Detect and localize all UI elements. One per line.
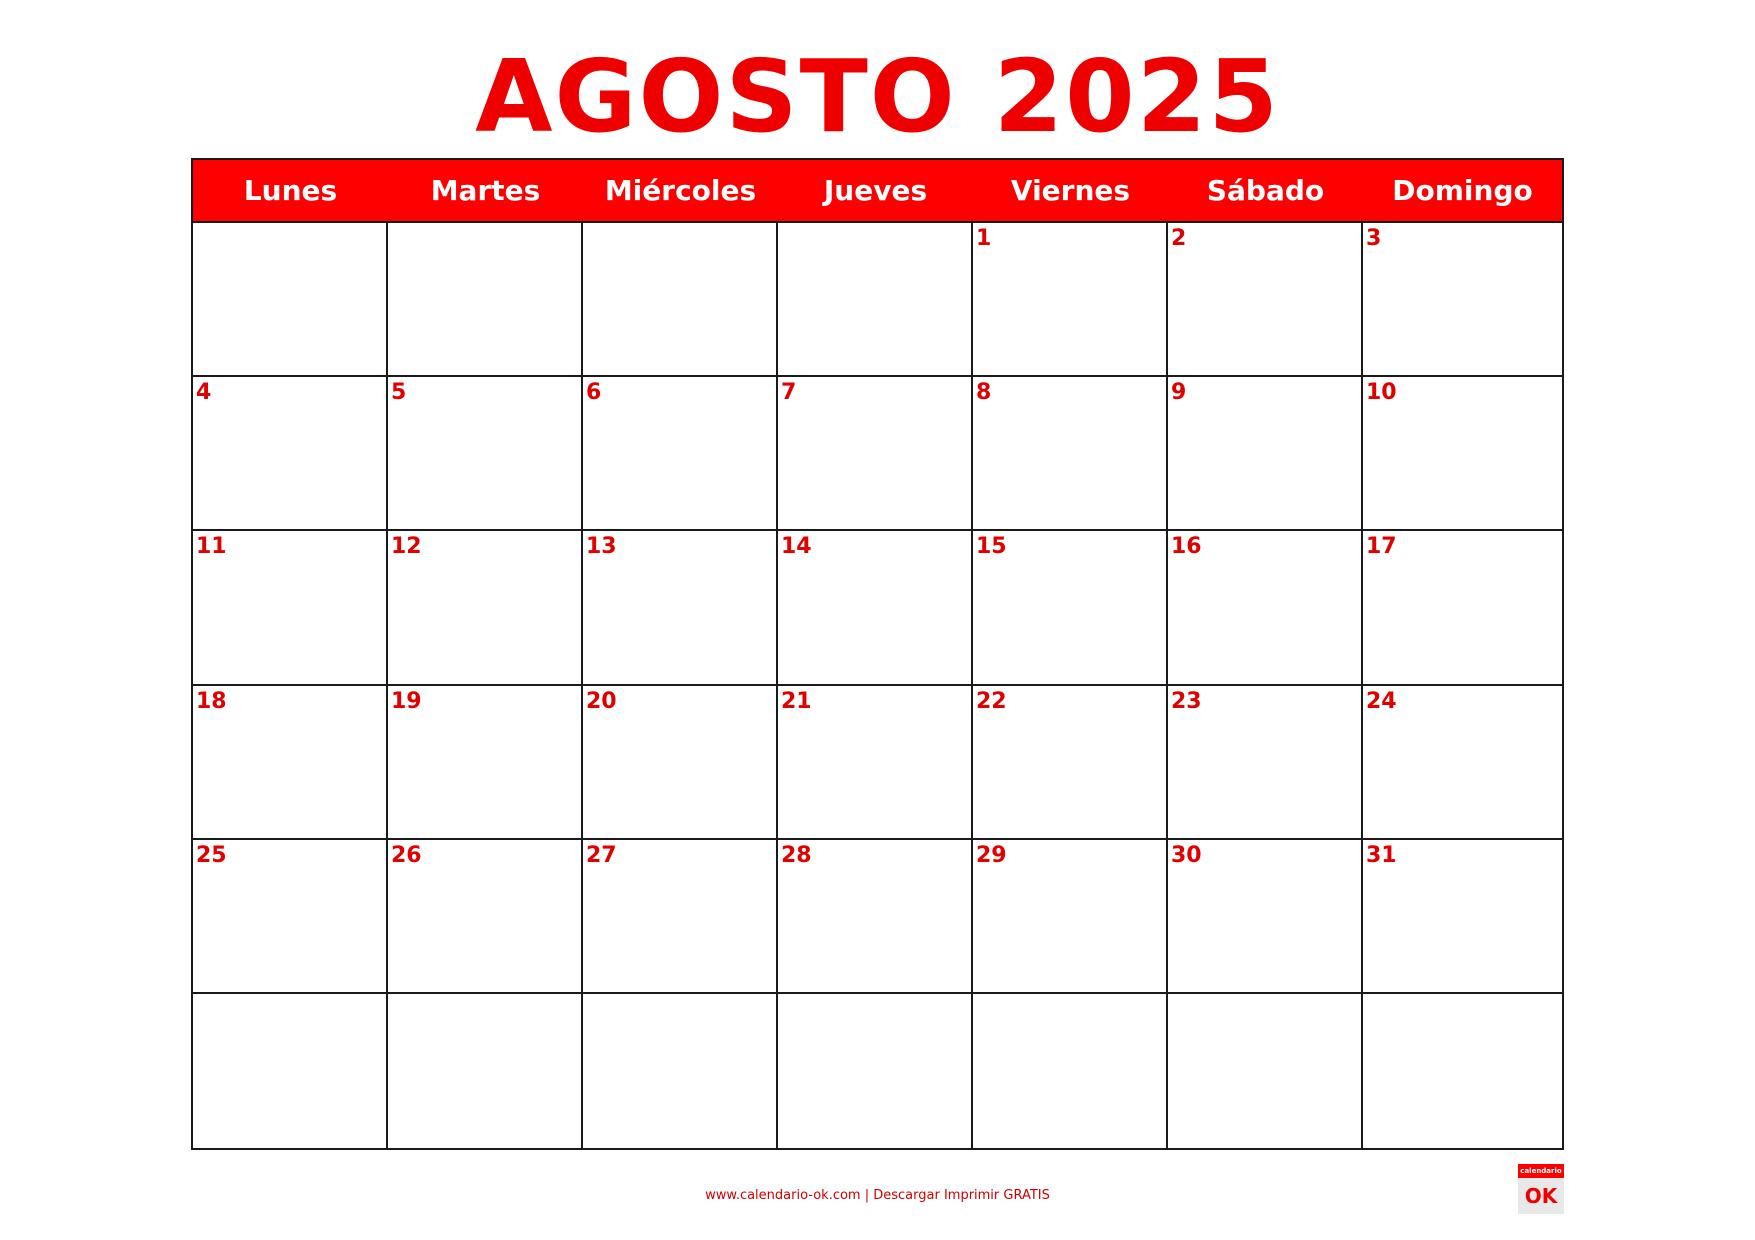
day-number: 9 [1171,380,1187,406]
day-number: 17 [1366,534,1397,560]
day-cell [973,840,1168,994]
day-number: 30 [1171,842,1202,868]
weekday-header-viernes: Viernes [973,160,1168,223]
day-cell [973,994,1168,1148]
day-number: 2 [1171,226,1187,251]
calendar-grid [191,158,1564,1150]
day-cell [778,223,973,377]
day-number: 21 [781,688,812,714]
weekday-header-martes: Martes [388,160,583,223]
day-number: 26 [391,842,422,868]
day-cell [583,531,778,685]
day-cell [193,531,388,685]
day-cell [193,840,388,994]
day-cell [973,531,1168,685]
logo-top-text: calendario [1518,1164,1564,1178]
day-number: 5 [391,380,407,406]
weekday-header-miercoles: Miércoles [583,160,778,223]
weekday-header-domingo: Domingo [1363,160,1562,223]
day-number: 12 [391,534,422,560]
day-number: 15 [976,534,1007,560]
day-number: 16 [1171,534,1202,560]
day-cell [973,686,1168,840]
day-cell [1168,686,1363,840]
day-number: 25 [196,842,227,868]
day-cell [1168,531,1363,685]
day-cell [583,994,778,1148]
day-cell [1363,994,1562,1148]
day-number: 13 [586,534,617,560]
day-cell [388,686,583,840]
day-cell [388,840,583,994]
day-cell [778,994,973,1148]
day-cell [1363,840,1562,994]
day-number: 18 [196,688,227,714]
day-cell [583,377,778,531]
day-number: 20 [586,688,617,714]
weekday-header-jueves: Jueves [778,160,973,223]
day-number: 22 [976,688,1007,714]
day-cell [778,840,973,994]
day-number: 19 [391,688,422,714]
day-cell [1168,840,1363,994]
day-number: 24 [1366,688,1397,714]
day-cell [388,223,583,377]
day-cell [1168,377,1363,531]
weekday-header-sabado: Sábado [1168,160,1363,223]
day-number: 31 [1366,842,1397,868]
day-cell [1363,686,1562,840]
day-number: 29 [976,842,1007,868]
day-cell [193,994,388,1148]
day-number: 4 [196,380,212,406]
day-cell [193,377,388,531]
logo-main-text: OK [1524,1184,1558,1208]
day-number: 28 [781,842,812,868]
day-cell [583,223,778,377]
day-cell [778,686,973,840]
day-cell [583,840,778,994]
day-cell [388,377,583,531]
page-title: AGOSTO 2025 [475,38,1280,155]
day-cell [778,377,973,531]
day-cell [1168,994,1363,1148]
footer-text: www.calendario-ok.com | Descargar Imprimir GRATIS [705,1188,1050,1203]
day-number: 3 [1366,226,1382,251]
day-number: 27 [586,842,617,868]
day-number: 14 [781,534,812,560]
day-cell [973,223,1168,377]
day-cell [193,686,388,840]
day-cell [1363,223,1562,377]
day-cell [388,994,583,1148]
day-cell [1363,531,1562,685]
weekday-header-lunes: Lunes [193,160,388,223]
calendario-ok-logo [1518,1164,1564,1214]
day-cell [388,531,583,685]
day-cell [583,686,778,840]
day-cell [973,377,1168,531]
day-cell [1363,377,1562,531]
day-number: 1 [976,226,992,251]
day-cell [193,223,388,377]
day-number: 7 [781,380,797,406]
day-cell [1168,223,1363,377]
day-number: 11 [196,534,227,560]
day-number: 23 [1171,688,1202,714]
day-number: 10 [1366,380,1397,406]
day-number: 8 [976,380,992,406]
day-cell [778,531,973,685]
day-number: 6 [586,380,602,406]
